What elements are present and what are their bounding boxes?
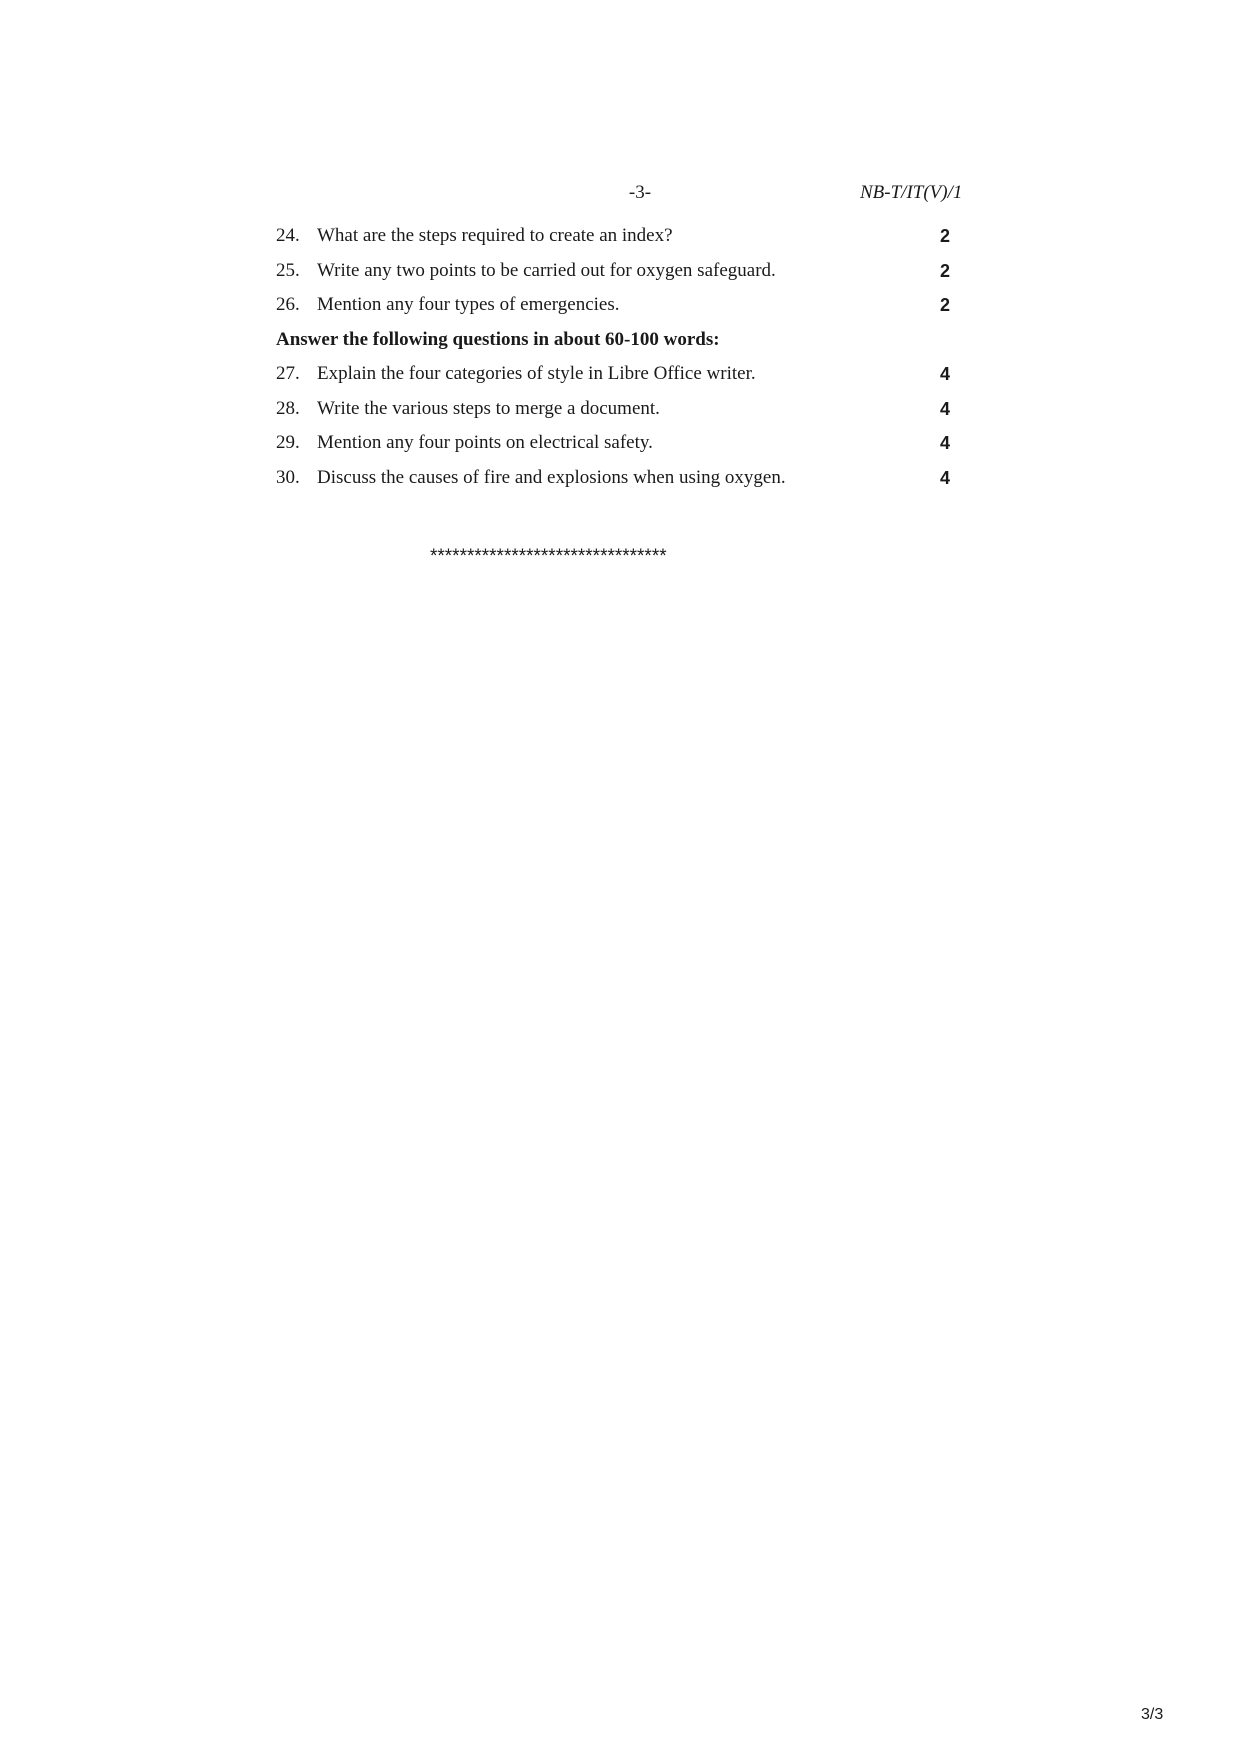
question-number: 26. <box>276 294 300 315</box>
question-marks: 4 <box>940 364 951 384</box>
question-text: Mention any four types of emergencies. <box>317 294 620 315</box>
question-list <box>276 224 956 500</box>
question-item <box>276 293 956 328</box>
question-number: 30. <box>276 466 300 488</box>
question-item <box>276 397 956 432</box>
question-item <box>276 362 956 397</box>
question-item <box>276 431 956 466</box>
question-marks: 2 <box>940 226 951 246</box>
question-number: 27. <box>276 363 300 384</box>
question-marks: 2 <box>940 260 951 281</box>
question-marks: 4 <box>940 433 951 453</box>
question-number: 24. <box>276 225 300 246</box>
question-marks: 4 <box>940 467 951 488</box>
end-marker: ******************************** <box>430 546 667 567</box>
question-item <box>276 259 956 294</box>
question-marks: 4 <box>940 398 951 419</box>
question-number: 25. <box>276 259 300 281</box>
question-marks: 2 <box>940 295 951 315</box>
question-text: Mention any four points on electrical safety. <box>317 432 653 453</box>
question-text: Write the various steps to merge a document. <box>317 397 660 419</box>
page-number: -3- <box>628 182 652 203</box>
question-text: What are the steps required to create an index? <box>317 225 673 246</box>
question-text: Write any two points to be carried out for oxygen safeguard. <box>317 259 776 281</box>
footer-page-count: 3/3 <box>1141 1706 1164 1723</box>
question-item <box>276 466 956 501</box>
question-number: 28. <box>276 397 300 419</box>
question-text: Discuss the causes of fire and explosions when using oxygen. <box>317 466 786 488</box>
question-number: 29. <box>276 432 300 453</box>
section-heading: Answer the following questions in about 60-100 words: <box>276 328 720 350</box>
question-item <box>276 224 956 259</box>
paper-code: NB-T/IT(V)/1 <box>860 182 963 203</box>
question-text: Explain the four categories of style in Libre Office writer. <box>317 363 756 384</box>
